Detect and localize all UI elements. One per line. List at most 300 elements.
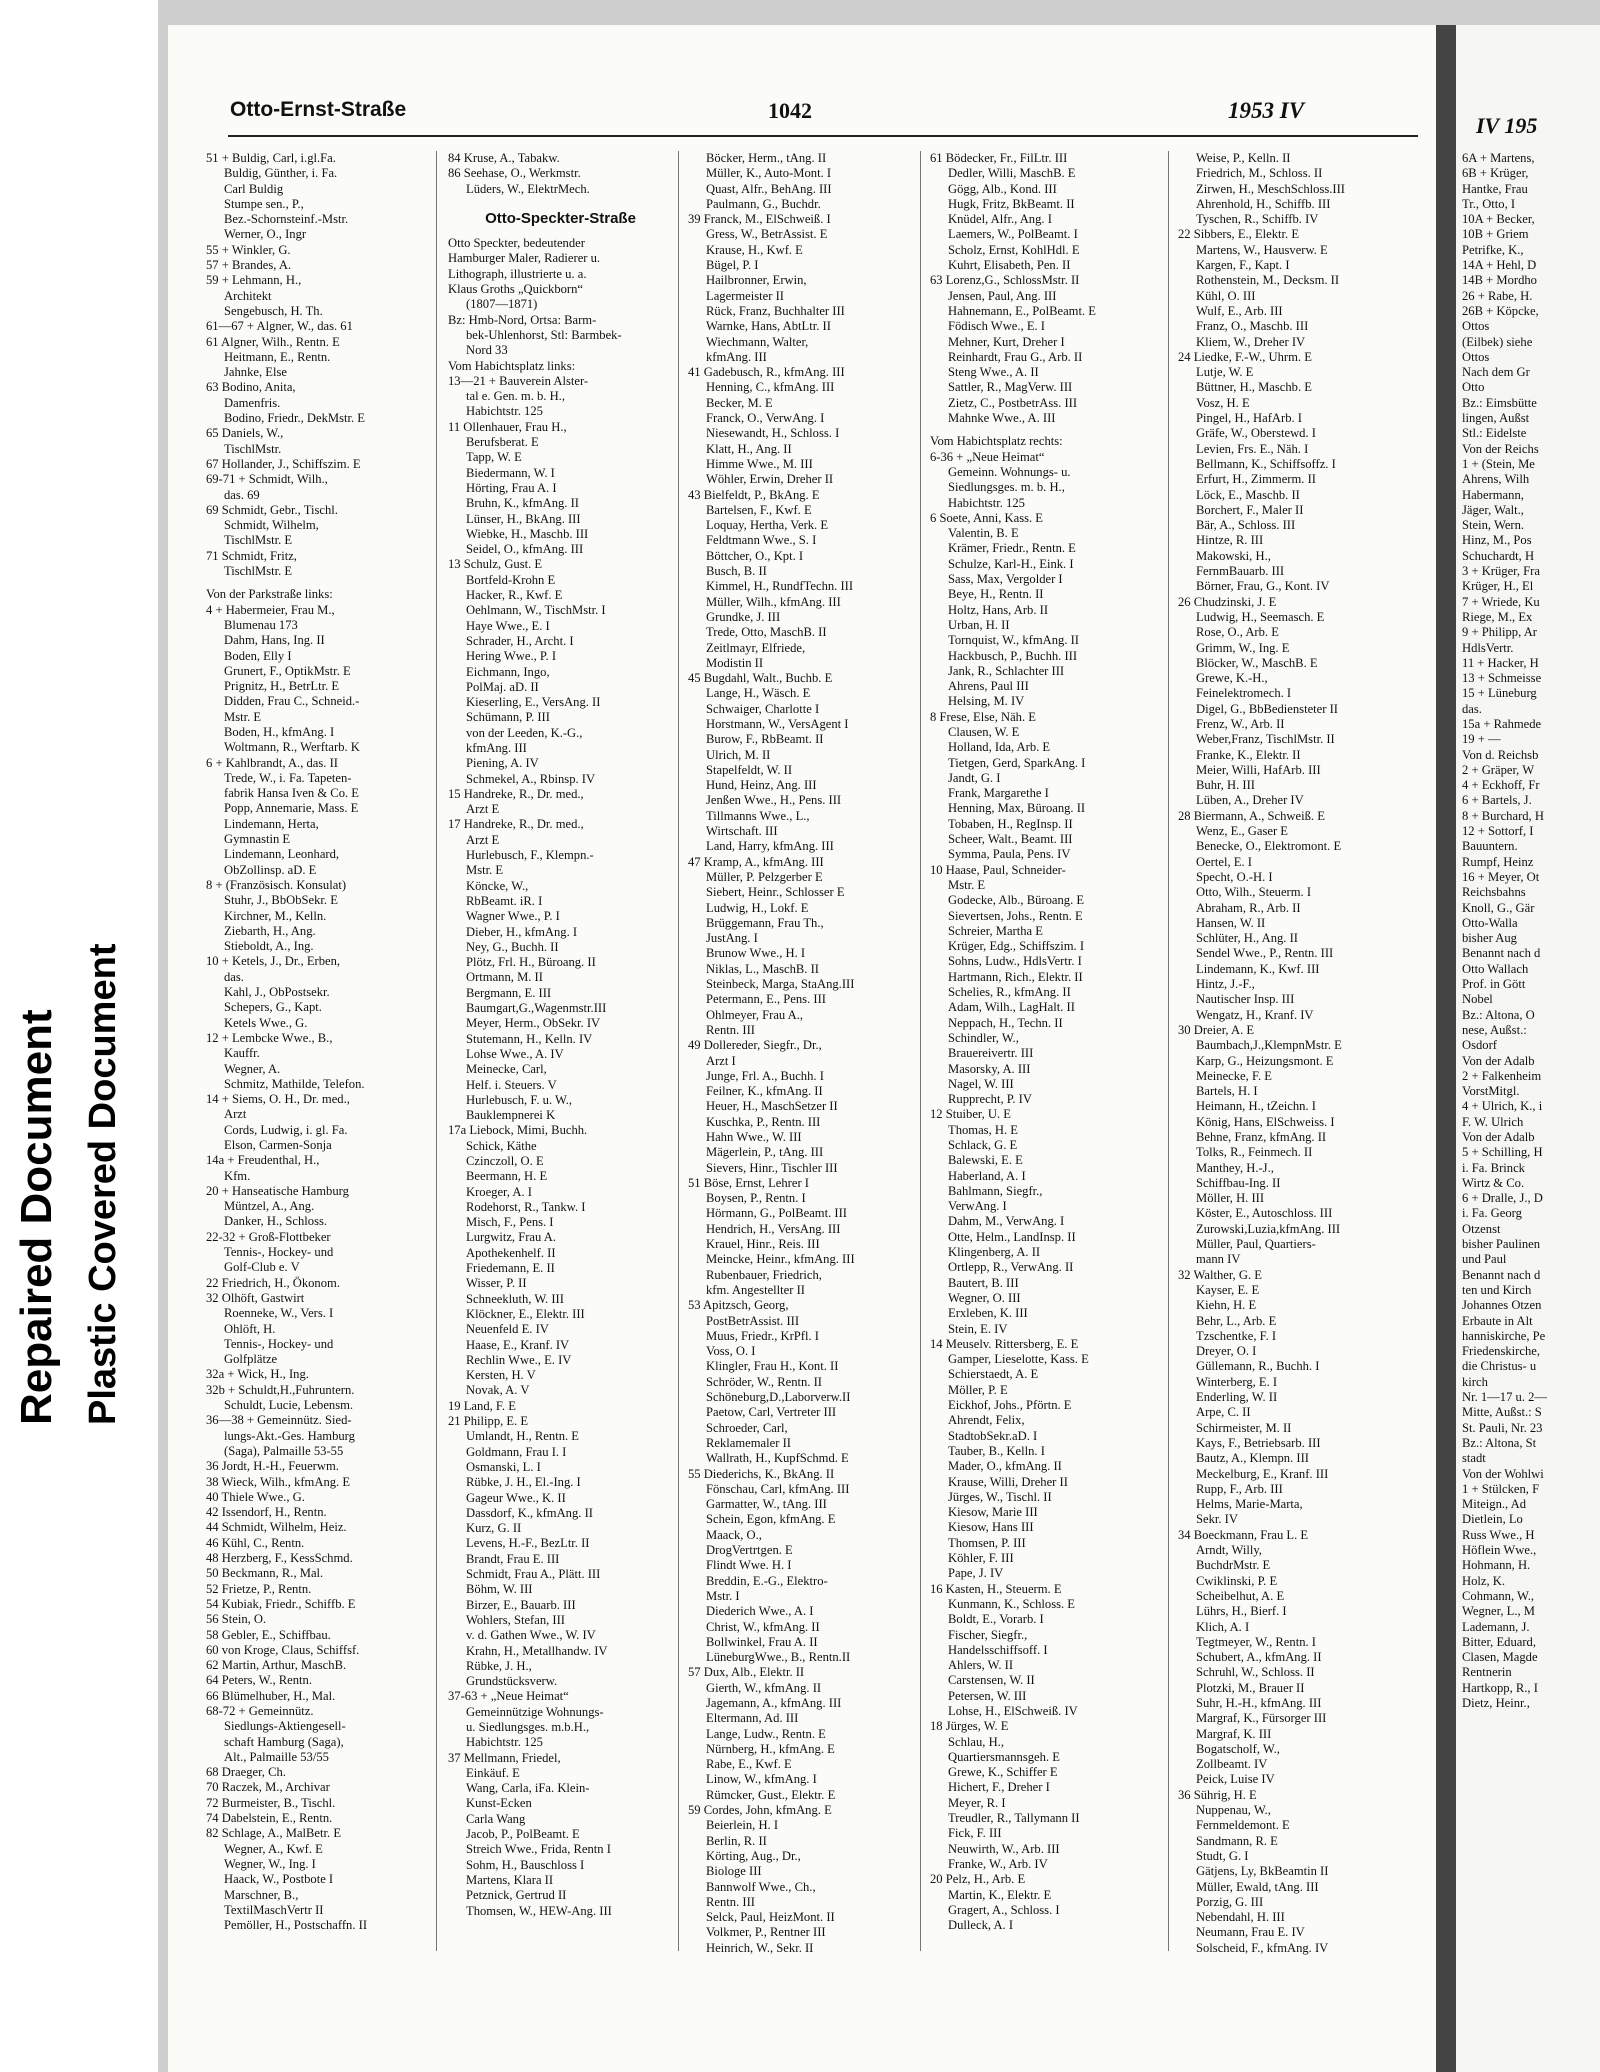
directory-entry: kfm. Angestellter II xyxy=(706,1282,805,1297)
directory-entry: und Paul xyxy=(1462,1252,1507,1267)
directory-entry: Hohmann, H. xyxy=(1462,1558,1531,1573)
directory-entry: das. xyxy=(224,969,244,984)
directory-entry: Cwiklinski, P. E xyxy=(1196,1573,1278,1588)
directory-entry: 26 + Rabe, H. xyxy=(1462,288,1533,303)
directory-entry: Winterberg, E. I xyxy=(1196,1374,1278,1389)
directory-entry: 17a Liebock, Mimi, Buchh. xyxy=(448,1123,588,1138)
directory-entry: Bautert, B. III xyxy=(948,1275,1019,1290)
directory-entry: Reichsbahns xyxy=(1462,885,1526,900)
directory-entry: Streich Wwe., Frida, Rentn I xyxy=(466,1842,611,1857)
directory-entry: Sandmann, R. E xyxy=(1196,1833,1278,1848)
directory-entry: Gamper, Lieselotte, Kass. E xyxy=(948,1352,1089,1367)
directory-entry: Schulze, Karl-H., Eink. I xyxy=(948,556,1074,571)
directory-entry: Lutje, W. E xyxy=(1196,365,1254,380)
directory-entry: Siedlungsges. m. b. H., xyxy=(948,480,1065,495)
adjacent-page xyxy=(1456,25,1600,2072)
directory-entry: Bautz, A., Klempn. III xyxy=(1196,1451,1309,1466)
directory-entry: Jandt, G. I xyxy=(948,770,1001,785)
directory-entry: 6 + Bartels, J. xyxy=(1462,793,1532,808)
street-header: Otto-Ernst-Straße xyxy=(230,98,407,121)
directory-entry: Wallrath, H., KupfSchmd. E xyxy=(706,1451,849,1466)
directory-entry: Scheer, Walt., Beamt. III xyxy=(948,832,1073,847)
directory-entry: Mstr. E xyxy=(224,709,262,724)
directory-entry: Klöckner, E., Elektr. III xyxy=(466,1306,585,1321)
directory-entry: Lüders, W., ElektrMech. xyxy=(466,181,590,196)
directory-entry: Buhr, H. III xyxy=(1196,778,1255,793)
directory-entry: 61—67 + Algner, W., das. 61 xyxy=(206,319,353,334)
directory-entry: 59 + Lehmann, H., xyxy=(206,273,302,288)
directory-entry: Zurowski,Luzia,kfmAng. III xyxy=(1196,1221,1341,1236)
spacer xyxy=(930,426,1155,434)
directory-entry: 61 Bödecker, Fr., FilLtr. III xyxy=(930,151,1068,165)
spacer xyxy=(448,197,673,205)
directory-entry: Neppach, H., Techn. II xyxy=(948,1015,1063,1030)
directory-entry: Einkäuf. E xyxy=(466,1765,520,1780)
directory-entry: Birzer, E., Bauarb. III xyxy=(466,1597,576,1612)
directory-entry: 10 + Ketels, J., Dr., Erben, xyxy=(206,954,341,969)
directory-entry: Erbaute in Alt xyxy=(1462,1313,1533,1328)
directory-entry: Kfm. xyxy=(224,1168,251,1183)
directory-entry: Köncke, W., xyxy=(466,878,529,893)
directory-entry: Otto, Wilh., Steuerm. I xyxy=(1196,885,1312,900)
directory-entry: 1 + (Stein, Me xyxy=(1462,456,1535,471)
directory-entry: Dahm, Hans, Ing. II xyxy=(224,633,325,648)
directory-entry: Holz, K. xyxy=(1462,1573,1506,1588)
directory-entry: Stl.: Eidelste xyxy=(1462,426,1527,441)
directory-entry: Jank, R., Schlachter III xyxy=(948,663,1065,678)
directory-entry: VerwAng. I xyxy=(948,1199,1007,1214)
directory-entry: Breddin, E.-G., Elektro- xyxy=(706,1573,828,1588)
directory-entry: (1807—1871) xyxy=(466,297,538,312)
directory-entry: Dahm, M., VerwAng. I xyxy=(948,1214,1065,1229)
directory-entry: Volkmer, P., Rentner III xyxy=(706,1925,826,1940)
directory-entry: Garmatter, W., tAng. III xyxy=(706,1497,827,1512)
directory-entry: Nürnberg, H., kfmAng. E xyxy=(706,1741,835,1756)
directory-entry: Abraham, R., Arb. II xyxy=(1196,900,1301,915)
directory-entry: bisher Aug xyxy=(1462,931,1517,946)
directory-entry: Holtz, Hans, Arb. II xyxy=(948,602,1049,617)
directory-entry: Kunmann, K., Schloss. E xyxy=(948,1596,1075,1611)
directory-entry: Scheibelhut, A. E xyxy=(1196,1588,1285,1603)
directory-entry: Sohm, H., Bauschloss I xyxy=(466,1857,585,1872)
directory-entry: Schrader, H., Archt. I xyxy=(466,633,574,648)
directory-entry: Schwaiger, Charlotte I xyxy=(706,701,820,716)
directory-entry: Dreyer, O. I xyxy=(1196,1344,1257,1359)
directory-entry: St. Pauli, Nr. 23 xyxy=(1462,1420,1543,1435)
directory-entry: Lange, Ludw., Rentn. E xyxy=(706,1726,826,1741)
directory-entry: PostBetrAssist. III xyxy=(706,1313,800,1328)
directory-entry: PolMaj. aD. II xyxy=(466,679,539,694)
directory-entry: Alt., Palmaille 53/55 xyxy=(224,1749,329,1764)
spacer xyxy=(206,579,431,587)
header-rule xyxy=(228,135,1418,137)
directory-entry: Specht, O.-H. I xyxy=(1196,869,1273,884)
directory-entry: Fick, F. III xyxy=(948,1826,1002,1841)
directory-entry: Tornquist, W., kfmAng. II xyxy=(948,633,1079,648)
directory-entry: Hurlebusch, F., Klempn.- xyxy=(466,848,594,863)
directory-entry: Müller, Wilh., kfmAng. III xyxy=(706,594,841,609)
directory-entry: Meyer, R. I xyxy=(948,1795,1006,1810)
directory-entry: 55 + Winkler, G. xyxy=(206,242,291,257)
directory-entry: 70 Raczek, M., Archivar xyxy=(206,1780,330,1795)
directory-entry: Krause, Willi, Dreher II xyxy=(948,1474,1068,1489)
directory-entry: Junge, Frl. A., Buchh. I xyxy=(706,1068,824,1083)
directory-entry: Steng Wwe., A. II xyxy=(948,365,1039,380)
directory-entry: 3 + Krüger, Fra xyxy=(1462,564,1540,579)
directory-entry: Heinrich, W., Sekr. II xyxy=(706,1940,814,1955)
directory-entry: Kuschka, P., Rentn. III xyxy=(706,1114,821,1129)
directory-entry: 51 Böse, Ernst, Lehrer I xyxy=(688,1175,810,1190)
directory-entry: Carstensen, W. II xyxy=(948,1673,1035,1688)
directory-entry: Habichtstr. 125 xyxy=(466,1735,543,1750)
directory-column-5 xyxy=(1178,151,1403,1956)
directory-entry: Krämer, Friedr., Rentn. E xyxy=(948,541,1076,556)
directory-entry: Eltermann, Ad. III xyxy=(706,1711,799,1726)
directory-entry: Schmekel, A., Rbinsp. IV xyxy=(466,771,596,786)
directory-entry: Schierstaedt, A. E xyxy=(948,1367,1039,1382)
directory-entry: Bartelsen, F., Kwf. E xyxy=(706,502,812,517)
directory-entry: Arndt, Willy, xyxy=(1196,1543,1262,1558)
directory-entry: Hartmann, Rich., Elektr. II xyxy=(948,969,1083,984)
directory-entry: Dietlein, Lo xyxy=(1462,1512,1523,1527)
directory-entry: Ney, G., Buchh. II xyxy=(466,939,559,954)
directory-entry: Linow, W., kfmAng. I xyxy=(706,1772,817,1787)
directory-entry: Brunow Wwe., H. I xyxy=(706,946,806,961)
directory-entry: Hartkopp, R., I xyxy=(1462,1680,1538,1695)
directory-entry: Popp, Annemarie, Mass. E xyxy=(224,801,359,816)
directory-entry: Födisch Wwe., E. I xyxy=(948,319,1046,334)
directory-entry: Balewski, E. E xyxy=(948,1153,1023,1168)
directory-entry: Jürges, W., Tischl. II xyxy=(948,1489,1052,1504)
directory-entry: Architekt xyxy=(224,288,272,303)
directory-entry: Ohlmeyer, Frau A., xyxy=(706,1007,804,1022)
directory-entry: 8 + Burchard, H xyxy=(1462,808,1544,823)
directory-entry: Suhr, H.-H., kfmAng. III xyxy=(1196,1695,1322,1710)
directory-entry: Apothekenhelf. II xyxy=(466,1245,556,1260)
directory-entry: Brandt, Frau E. III xyxy=(466,1551,560,1566)
directory-entry: Kuhrt, Elisabeth, Pen. II xyxy=(948,258,1071,273)
directory-entry: 63 Bodino, Anita, xyxy=(206,380,296,395)
directory-entry: Rose, O., Arb. E xyxy=(1196,625,1279,640)
directory-entry: Ulrich, M. II xyxy=(706,747,771,762)
directory-entry: Von der Parkstraße links: xyxy=(206,587,333,602)
directory-entry: 4 + Habermeier, Frau M., xyxy=(206,602,335,617)
directory-entry: Lurgwitz, Frau A. xyxy=(466,1230,557,1245)
directory-entry: lingen, Außst xyxy=(1462,411,1530,426)
directory-entry: Hering Wwe., P. I xyxy=(466,649,557,664)
directory-entry: Nr. 1—17 u. 2— xyxy=(1462,1390,1548,1405)
directory-entry: 40 Thiele Wwe., G. xyxy=(206,1489,305,1504)
directory-entry: 15 Handreke, R., Dr. med., xyxy=(448,786,584,801)
directory-entry: Feinelektromech. I xyxy=(1196,686,1292,701)
directory-entry: F. W. Ulrich xyxy=(1462,1114,1524,1129)
directory-entry: Cords, Ludwig, i. gl. Fa. xyxy=(224,1122,348,1137)
directory-entry: Margraf, K., Fürsorger III xyxy=(1196,1711,1327,1726)
page-number: 1042 xyxy=(768,98,812,123)
directory-entry: Wengatz, H., Kranf. IV xyxy=(1196,1007,1314,1022)
directory-entry: Eickhof, Johs., Pförtn. E xyxy=(948,1398,1072,1413)
directory-entry: Höflein Wwe., xyxy=(1462,1543,1537,1558)
directory-entry: Thomas, H. E xyxy=(948,1122,1018,1137)
directory-entry: Schümann, P. III xyxy=(466,710,550,725)
directory-entry: Bauklempnerei K xyxy=(466,1108,556,1123)
directory-entry: Bergmann, E. III xyxy=(466,985,552,1000)
directory-entry: Miteign., Ad xyxy=(1462,1497,1527,1512)
directory-entry: 22 Friedrich, H., Ökonom. xyxy=(206,1275,340,1290)
directory-entry: kfmAng. III xyxy=(706,349,767,364)
directory-entry: Tennis-, Hockey- und xyxy=(224,1336,334,1351)
directory-entry: Kühl, O. III xyxy=(1196,288,1256,303)
directory-entry: Tyschen, R., Schiffb. IV xyxy=(1196,212,1319,227)
directory-entry: Hailbronner, Erwin, xyxy=(706,273,807,288)
directory-entry: Johannes Otzen xyxy=(1462,1298,1542,1313)
directory-entry: Von der Wohlwi xyxy=(1462,1466,1544,1481)
directory-entry: Bz.: Altona, St xyxy=(1462,1435,1537,1450)
directory-entry: 10A + Becker, xyxy=(1462,212,1535,227)
directory-page xyxy=(168,25,1436,2072)
directory-entry: Mahnke Wwe., A. III xyxy=(948,411,1056,426)
directory-entry: Wirtschaft. III xyxy=(706,824,778,839)
directory-entry: Bügel, P. I xyxy=(706,258,759,273)
directory-entry: Wohlers, Stefan, III xyxy=(466,1612,566,1627)
directory-entry: Tzschentke, F. I xyxy=(1196,1328,1277,1343)
directory-entry: Mehner, Kurt, Dreher I xyxy=(948,334,1065,349)
directory-entry: Gageur Wwe., K. II xyxy=(466,1490,566,1505)
directory-entry: 62 Martin, Arthur, MaschB. xyxy=(206,1658,347,1673)
directory-entry: 12 + Lembcke Wwe., B., xyxy=(206,1030,333,1045)
directory-entry: Woltmann, R., Werftarb. K xyxy=(224,740,360,755)
directory-entry: Tauber, B., Kelln. I xyxy=(948,1443,1045,1458)
directory-entry: Rothenstein, M., Decksm. II xyxy=(1196,273,1340,288)
directory-entry: Dulleck, A. I xyxy=(948,1918,1014,1933)
directory-entry: Cohmann, W., xyxy=(1462,1588,1535,1603)
directory-entry: Meyer, Herm., ObSekr. IV xyxy=(466,1016,601,1031)
directory-entry: Schuldt, Lucie, Lebensm. xyxy=(224,1398,354,1413)
directory-entry: Hahn Wwe., W. III xyxy=(706,1130,802,1144)
directory-entry: 2 + Falkenheim xyxy=(1462,1068,1542,1083)
directory-entry: Wegner, A., Kwf. E xyxy=(224,1841,323,1856)
directory-entry: Wöhler, Erwin, Dreher II xyxy=(706,472,834,487)
directory-entry: BuchdrMstr. E xyxy=(1196,1558,1271,1573)
directory-entry: DrogVertrtgen. E xyxy=(706,1543,793,1558)
directory-entry: Jagemann, A., kfmAng. III xyxy=(706,1695,842,1710)
directory-entry: Vom Habichtsplatz rechts: xyxy=(930,434,1063,449)
directory-entry: 51 + Buldig, Carl, i.gl.Fa. xyxy=(206,151,336,165)
directory-entry: Gätjens, Ly, BkBeamtin II xyxy=(1196,1864,1329,1879)
directory-entry: Seidel, O., kfmAng. III xyxy=(466,542,584,557)
directory-entry: Rupp, F., Arb. III xyxy=(1196,1481,1283,1496)
directory-entry: Lührs, H., Bierf. I xyxy=(1196,1604,1287,1619)
repaired-document-label: Repaired Document xyxy=(12,1009,61,1425)
directory-entry: Danker, H., Schloss. xyxy=(224,1214,328,1229)
directory-entry: Niesewandt, H., Schloss. I xyxy=(706,426,840,441)
directory-entry: Becker, M. E xyxy=(706,395,773,410)
directory-entry: Müller, Ewald, tAng. III xyxy=(1196,1879,1319,1894)
directory-entry: bisher Paulinen xyxy=(1462,1237,1540,1252)
directory-entry: 21 Philipp, E. E xyxy=(448,1414,529,1429)
directory-entry: Franck, O., VerwAng. I xyxy=(706,411,825,426)
directory-entry: Grewe, K., Schiffer E xyxy=(948,1765,1058,1780)
directory-entry: Von der Adalb xyxy=(1462,1053,1535,1068)
directory-entry: 26 Chudzinski, J. E xyxy=(1178,594,1277,609)
directory-entry: Schmidt, Frau A., Plätt. III xyxy=(466,1567,601,1582)
directory-entry: 68 Draeger, Ch. xyxy=(206,1765,286,1780)
directory-entry: Fischer, Siegfr., xyxy=(948,1627,1028,1642)
directory-entry: Knoll, G., Gär xyxy=(1462,900,1535,915)
directory-entry: Schmidt, Wilhelm, xyxy=(224,518,319,533)
directory-entry: Kahl, J., ObPostsekr. xyxy=(224,985,330,1000)
directory-entry: Golf-Club e. V xyxy=(224,1260,300,1275)
directory-entry: Kauffr. xyxy=(224,1046,260,1061)
directory-entry: Gragert, A., Schloss. I xyxy=(948,1902,1060,1917)
directory-entry: Petermann, E., Pens. III xyxy=(706,992,826,1007)
directory-entry: 6 + Kahlbrandt, A., das. II xyxy=(206,755,338,770)
directory-entry: 14B + Mordho xyxy=(1462,273,1537,288)
directory-entry: Kargen, F., Kapt. I xyxy=(1196,258,1290,273)
directory-entry: JustAng. I xyxy=(706,931,758,946)
directory-entry: Handelsschiffsoff. I xyxy=(948,1642,1048,1657)
directory-entry: Rechlin Wwe., E. IV xyxy=(466,1352,572,1367)
directory-entry: 6 + Dralle, J., D xyxy=(1462,1191,1543,1206)
directory-entry: Misch, F., Pens. I xyxy=(466,1215,554,1230)
directory-entry: Wisser, P. II xyxy=(466,1276,527,1291)
directory-entry: Hintze, R. III xyxy=(1196,533,1264,548)
directory-entry: Kayser, E. E xyxy=(1196,1282,1260,1297)
directory-entry: Siebert, Heinr., Schlosser E xyxy=(706,885,845,900)
directory-entry: Krahn, H., Metallhandw. IV xyxy=(466,1643,608,1658)
directory-entry: Ahrendt, Felix, xyxy=(948,1413,1025,1428)
directory-entry: Dassdorf, K., kfmAng. II xyxy=(466,1505,593,1520)
directory-entry: Sendel Wwe., P., Rentn. III xyxy=(1196,946,1334,961)
directory-entry: Ahrens, Wilh xyxy=(1462,472,1530,487)
directory-entry: Ketels Wwe., G. xyxy=(224,1015,308,1030)
directory-entry: 14 Meuselv. Rittersberg, E. E xyxy=(930,1336,1079,1351)
directory-entry: Erfurt, H., Zimmerm. II xyxy=(1196,472,1316,487)
directory-entry: Hacker, R., Kwf. E xyxy=(466,588,563,603)
directory-entry: ObZollinsp. aD. E xyxy=(224,862,317,877)
directory-entry: Rupprecht, P. IV xyxy=(948,1092,1032,1107)
directory-entry: Berufsberat. E xyxy=(466,435,539,450)
directory-entry: Klaus Groths „Quickborn“ xyxy=(448,282,584,297)
directory-entry: Ortmann, M. II xyxy=(466,970,543,985)
directory-entry: Helf. i. Steuers. V xyxy=(466,1077,557,1092)
directory-entry: Mägerlein, P., tAng. III xyxy=(706,1145,824,1160)
directory-entry: Digel, G., BbBediensteter II xyxy=(1196,701,1338,716)
directory-entry: Rubenbauer, Friedrich, xyxy=(706,1267,822,1282)
directory-entry: Bogatscholf, W., xyxy=(1196,1741,1280,1756)
directory-entry: Krauel, Hinr., Reis. III xyxy=(706,1237,820,1252)
directory-entry: Solscheid, F., kfmAng. IV xyxy=(1196,1940,1329,1955)
directory-entry: 71 Schmidt, Fritz, xyxy=(206,548,297,563)
directory-entry: Wegner, L., M xyxy=(1462,1604,1535,1619)
directory-entry: Kunst-Ecken xyxy=(466,1796,532,1811)
directory-entry: Bannwolf Wwe., Ch., xyxy=(706,1879,816,1894)
directory-entry: Marschner, B., xyxy=(224,1887,299,1902)
directory-entry: u. Siedlungsges. m.b.H., xyxy=(466,1719,590,1734)
directory-entry: Tegtmeyer, W., Rentn. I xyxy=(1196,1634,1316,1649)
directory-entry: Tr., Otto, I xyxy=(1462,196,1516,211)
directory-entry: Arpe, C. II xyxy=(1196,1405,1251,1420)
directory-entry: Kliem, W., Dreher IV xyxy=(1196,334,1306,349)
directory-entry: Vosz, H. E xyxy=(1196,395,1250,410)
directory-entry: Franke, W., Arb. IV xyxy=(948,1856,1048,1871)
directory-entry: 60 von Kroge, Claus, Schiffsf. xyxy=(206,1642,360,1657)
directory-entry: Habichtstr. 125 xyxy=(948,495,1025,510)
directory-entry: Piening, A. IV xyxy=(466,756,539,771)
directory-entry: hanniskirche, Pe xyxy=(1462,1328,1546,1343)
directory-entry: Lindemann, K., Kwf. III xyxy=(1196,961,1320,976)
directory-entry: Makowski, H., xyxy=(1196,548,1271,563)
directory-entry: Von der Reichs xyxy=(1462,441,1539,456)
directory-entry: 9 + Philipp, Ar xyxy=(1462,625,1537,640)
directory-entry: Modistin II xyxy=(706,655,764,670)
directory-entry: Reinhardt, Frau G., Arb. II xyxy=(948,349,1083,364)
directory-entry: Scholz, Ernst, KohlHdl. E xyxy=(948,242,1080,257)
directory-entry: 36 Sührig, H. E xyxy=(1178,1787,1257,1802)
directory-entry: 53 Apitzsch, Georg, xyxy=(688,1298,789,1313)
directory-entry: Reklamemaler II xyxy=(706,1435,791,1450)
directory-entry: Maack, O., xyxy=(706,1527,762,1542)
directory-entry: Jensen, Paul, Ang. III xyxy=(948,288,1057,303)
directory-entry: 32 Walther, G. E xyxy=(1178,1267,1262,1282)
directory-entry: Trede, Otto, MaschB. II xyxy=(706,625,827,640)
directory-entry: Otto Speckter, bedeutender xyxy=(448,236,585,251)
directory-entry: Ottos xyxy=(1462,349,1490,364)
directory-entry: Eichmann, Ingo, xyxy=(466,664,550,679)
directory-entry: Nebendahl, H. III xyxy=(1196,1910,1285,1925)
directory-entry: Erxleben, K. III xyxy=(948,1306,1028,1321)
directory-entry: Von der Adalb xyxy=(1462,1130,1535,1144)
directory-entry: Beierlein, H. I xyxy=(706,1818,779,1833)
directory-entry: 66 Blümelhuber, H., Mal. xyxy=(206,1688,336,1703)
sidebar xyxy=(0,0,158,2072)
directory-entry: 41 Gadebusch, R., kfmAng. III xyxy=(688,365,845,380)
directory-entry: Godecke, Alb., Büroang. E xyxy=(948,893,1085,908)
directory-entry: Enderling, W. II xyxy=(1196,1390,1278,1405)
directory-entry: Rabe, E., Kwf. E xyxy=(706,1757,792,1772)
directory-entry: 4 + Eckhoff, Fr xyxy=(1462,778,1540,793)
directory-entry: Otto-Walla xyxy=(1462,915,1518,930)
directory-entry: Jacob, P., PolBeamt. E xyxy=(466,1827,580,1842)
directory-entry: Jahnke, Else xyxy=(224,365,287,380)
directory-entry: Franz, O., Maschb. III xyxy=(1196,319,1309,334)
directory-entry: Schuchardt, H xyxy=(1462,548,1535,563)
directory-entry: 46 Kühl, C., Rentn. xyxy=(206,1535,305,1550)
directory-entry: Gemeinnützige Wohnungs- xyxy=(466,1704,604,1719)
directory-entry: Zollbeamt. IV xyxy=(1196,1757,1268,1772)
directory-entry: Gymnastin E xyxy=(224,832,291,847)
directory-entry: 54 Kubiak, Friedr., Schiffb. E xyxy=(206,1596,356,1611)
directory-entry: Klich, A. I xyxy=(1196,1619,1250,1634)
directory-entry: Müller, P. Pelzgerber E xyxy=(706,869,823,884)
directory-entry: Goldmann, Frau I. I xyxy=(466,1444,567,1459)
directory-entry: Behne, Franz, kfmAng. II xyxy=(1196,1130,1327,1144)
directory-entry: Nobel xyxy=(1462,992,1493,1007)
directory-entry: Böcker, Herm., tAng. II xyxy=(706,151,827,165)
directory-entry: Kiehn, H. E xyxy=(1196,1298,1257,1313)
directory-entry: Nuppenau, W., xyxy=(1196,1803,1271,1818)
directory-entry: Otto Wallach xyxy=(1462,961,1529,976)
directory-entry: Bez.-Schornsteinf.-Mstr. xyxy=(224,212,349,227)
directory-entry: Bitter, Eduard, xyxy=(1462,1634,1536,1649)
directory-entry: Bollwinkel, Frau A. II xyxy=(706,1634,818,1649)
directory-entry: Otzenst xyxy=(1462,1221,1501,1236)
directory-entry: Helsing, M. IV xyxy=(948,694,1025,709)
directory-entry: FernmBauarb. III xyxy=(1196,564,1285,579)
directory-entry: 22-32 + Groß-Flottbeker xyxy=(206,1229,331,1244)
directory-entry: Siedlungs-Aktiengesell- xyxy=(224,1719,346,1734)
directory-entry: Feldtmann Wwe., S. I xyxy=(706,533,817,548)
